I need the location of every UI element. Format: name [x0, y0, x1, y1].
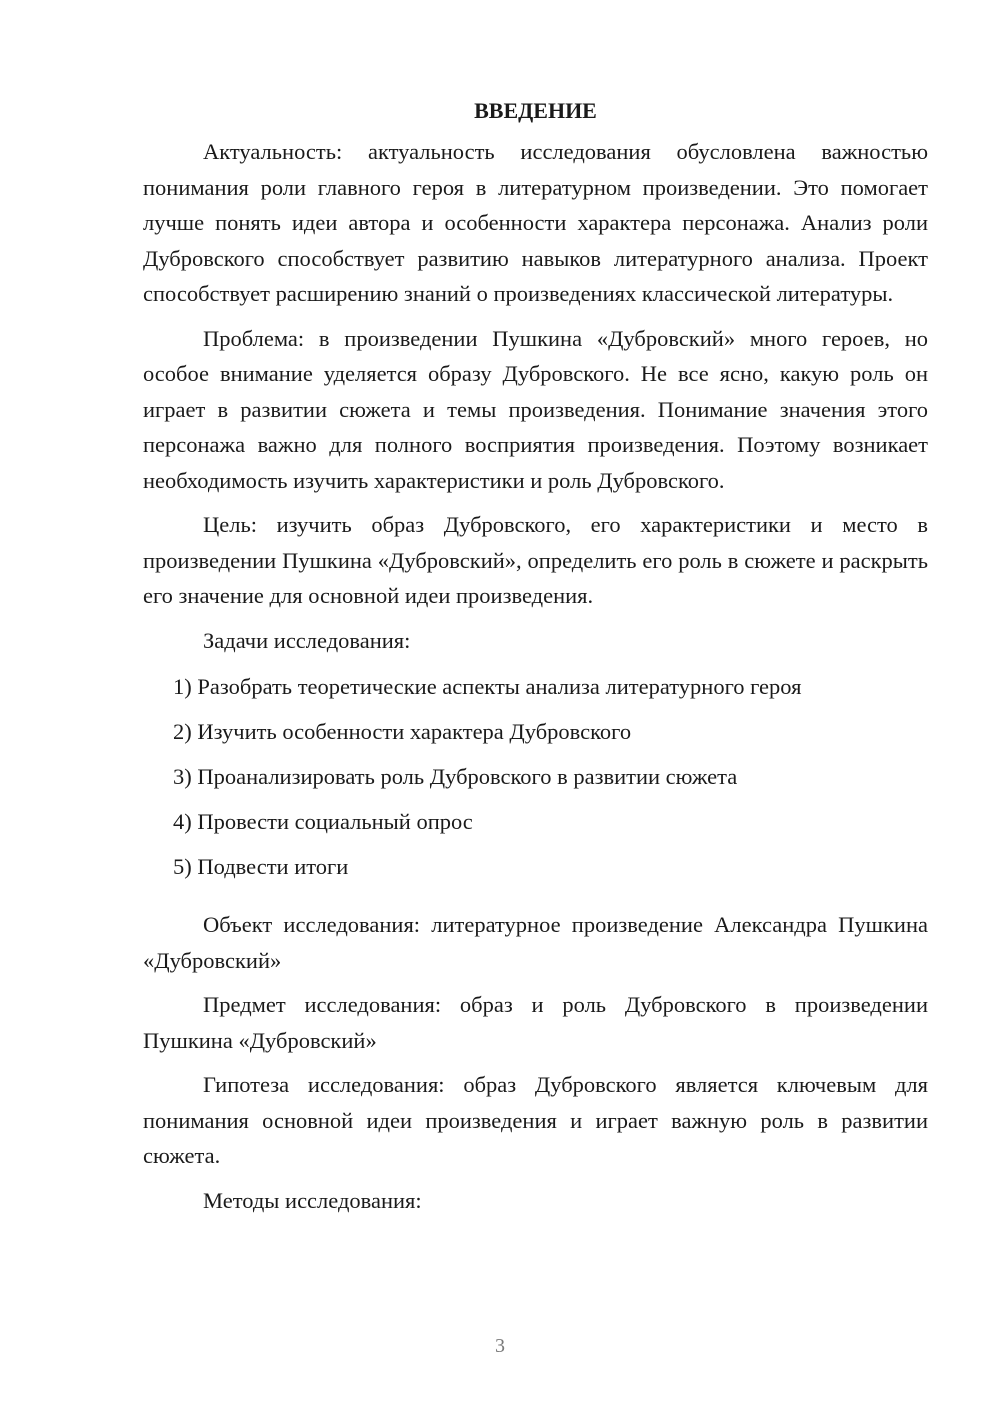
section-heading: ВВЕДЕНИЕ — [474, 98, 597, 123]
task-item: 2) Изучить особенности характера Дубровского — [173, 719, 632, 744]
task-item: 5) Подвести итоги — [173, 854, 349, 879]
task-item: 4) Провести социальный опрос — [173, 809, 473, 834]
tasks-list — [143, 672, 928, 897]
problem-paragraph: Проблема: в произведении Пушкина «Дубровский» много героев, но особое внимание уделяется образу Дубровского. Не все ясно, какую роль он играет в развитии сюжета и темы произведения. Понимание значения этого персонажа важно для полного восприятия произведения. Поэтому возникает необходимость изучить характеристики и роль Дубровского. — [143, 325, 928, 493]
page-content — [143, 96, 928, 1227]
object-paragraph: Объект исследования: литературное произведение Александра Пушкина «Дубровский» — [143, 912, 928, 973]
hypothesis-paragraph: Гипотеза исследования: образ Дубровского является ключевым для понимания основной идеи произведения и играет важную роль в развитии сюжета. — [143, 1072, 928, 1168]
task-item: 1) Разобрать теоретические аспекты анализа литературного героя — [173, 674, 802, 699]
goal-paragraph: Цель: изучить образ Дубровского, его характеристики и место в произведении Пушкина «Дубровский», определить его роль в сюжете и раскрыть его значение для основной идеи произведения. — [143, 512, 928, 608]
tasks-title: Задачи исследования: — [203, 627, 411, 653]
page-number: 3 — [495, 1335, 505, 1357]
methods-title: Методы исследования: — [203, 1187, 422, 1213]
relevance-paragraph: Актуальность: актуальность исследования обусловлена важностью понимания роли главного героя в литературном произведении. Это помогает лучше понять идеи автора и особенности характера персонажа. Анализ роли Дубровского способствует развитию навыков литературного анализа. Проект способствует расширению знаний о произведениях классической литературы. — [143, 139, 928, 306]
subject-paragraph: Предмет исследования: образ и роль Дубровского в произведении Пушкина «Дубровский» — [143, 992, 928, 1053]
task-item: 3) Проанализировать роль Дубровского в развитии сюжета — [173, 764, 738, 789]
